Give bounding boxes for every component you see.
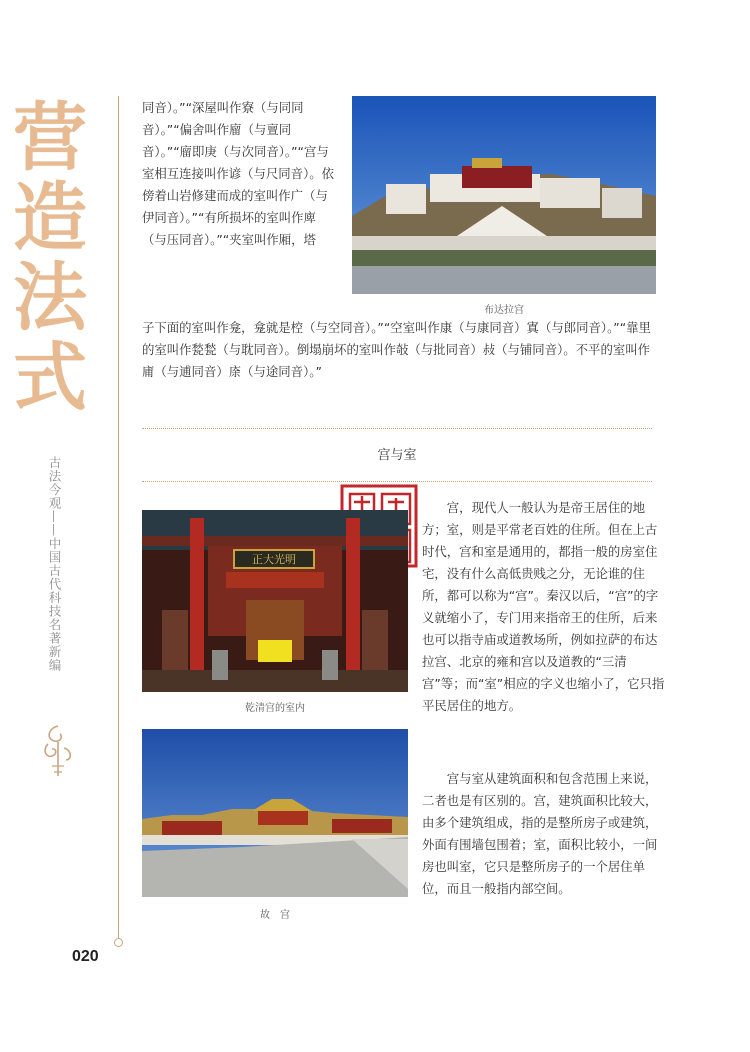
photo-caption: 乾清宫的室内 <box>245 703 305 714</box>
book-title-char: 法 <box>13 255 87 341</box>
body-paragraph: 宫，现代人一般认为是帝王居住的地方；室，则是平常老百姓的住所。但在上古时代，宫和室是通用的，都指一般的房室住宅，没有什么高低贵贱之分，无论谁的住所，都可以称为“宫”。秦汉以后，“宫”的字义就缩小了，专门用来指帝王的住所，后来也可以指寺庙或道教场所，例如拉萨的布达拉宫、北京的雍和宫以及道教的“三清宫”等；而“室”相应的字义也缩小了，它只指平民居住的地方。 <box>422 500 665 713</box>
section-title: 宫与室 <box>377 448 417 463</box>
plaque-text: 正大光明 <box>252 553 296 566</box>
body-paragraph: 宫与室从建筑面积和包含范围上来说，二者也是有区别的。宫，建筑面积比较大，由多个建筑组成，指的是整所房子或建筑，外面有围墙包围着；室，面积比较小，一间房也叫室，它只是整所房子的一个居住单位，而且一般指内部空间。 <box>422 771 658 896</box>
book-title-char: 造 <box>13 175 87 261</box>
photo-caption: 故 宫 <box>260 910 290 921</box>
forbidden-city-photo <box>142 729 408 897</box>
cloud-ornament-icon <box>38 722 78 778</box>
section-divider <box>142 428 652 429</box>
book-title-char: 营 <box>13 95 87 181</box>
section-divider <box>142 481 652 482</box>
potala-palace-photo <box>352 96 656 294</box>
book-title-char: 式 <box>13 335 87 421</box>
page-number: 020 <box>72 948 99 965</box>
body-paragraph: 同音）。”“深屋叫作寮（与同同音）。”“偏舍叫作廇（与亶同音）。”“廇即庚（与次同音）。”“宫与室相互连接叫作谚（与尺同音）。依傍着山岩修建而成的室叫作广（与伊同音）。”“有所损坏的室叫作庳（与压同音）。”“夹室叫作厢，塔 <box>142 100 335 247</box>
qianqing-palace-interior-photo <box>142 510 408 692</box>
photo-caption: 布达拉宫 <box>484 305 524 316</box>
series-subtitle: 古法今观——中国古代科技名著新编 <box>47 456 62 672</box>
margin-rule-dot <box>114 938 123 947</box>
book-title-vertical <box>10 95 90 421</box>
margin-rule <box>118 96 119 942</box>
body-paragraph: 子下面的室叫作龛，龛就是椌（与空同音）。”“空室叫作康（与康同音）寘（与郎同音）。”“靠里的室叫作甃甃（与耽同音）。倒塌崩坏的室叫作敧（与批同音）敊（与铺同音）。不平的室叫作庯（与逋同音）庩（与途同音）。” <box>142 320 651 379</box>
